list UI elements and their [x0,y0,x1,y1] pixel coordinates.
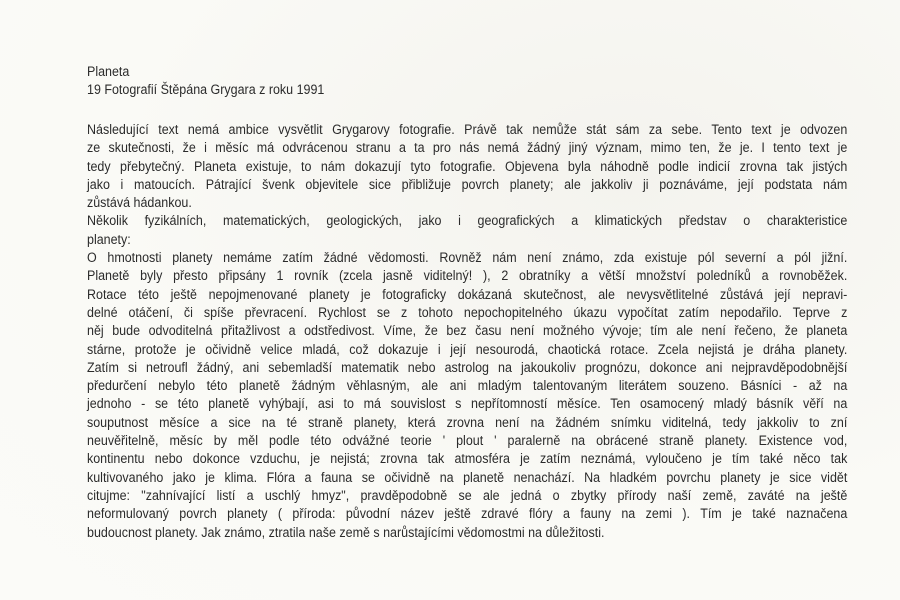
text-line: kultivovaného jako je klima. Flóra a fauna se očividně na planetě nenachází. Na hladkém povrchu planety je sice vidět [87,469,848,486]
text-line: Zatím si netroufl žádný, ani sebemladší matematik nebo astrolog na jakoukoliv prognózu, dokonce ani nejpravděpodobnější [87,359,848,376]
text-line: jako i matoucích. Pátrající švenk objevitele sice přibližuje povrch planety; ale jakkoliv ji poznáváme, její podstata nám [87,176,848,193]
document-header [87,63,847,100]
text-line: planety: [87,231,131,248]
document-subtitle: 19 Fotografií Štěpána Grygara z roku 1991 [87,82,325,99]
text-line: O hmotnosti planety nemáme zatím žádné vědomosti. Rovněž nám není známo, zda existuje pól severní a pól jižní. [87,250,848,267]
document-title: Planeta [87,64,130,80]
text-line: stárne, protože je očividně velice mladá, což dokazuje i její nesourodá, chaotická rotace. Zcela nejistá je dráha planety. [87,341,848,358]
text-line: delné otáčení, či spíše převracení. Rychlost se z tohoto nepochopitelného úkazu vypočítat zatím nepodařilo. Teprve z [87,304,848,321]
text-line: něj bude odvoditelná přitažlivost a odstředivost. Víme, že bez času není možného vývoje; tím ale není řečeno, že planeta [87,323,848,340]
text-line: Planetě byly přesto připsány 1 rovník (zcela jasně viditelný! ), 2 obratníky a větší množství poledníků a rovnoběžek. [87,268,848,285]
document-body [87,121,847,542]
text-line: neformulovaný povrch planety ( příroda: původní název ještě zdravé flóry a fauny na zemi ). Tím je také naznačena [87,506,848,523]
text-line: jednoho - se této planetě vyhýbají, asi to má souvislost s nepřítomností měsíce. Ten osamocený mladý básník věří na [87,396,848,413]
text-line: neuvěřitelně, měsíc by měl podle této odvážné teorie ' plout ' paralerně na obrácené straně planety. Existence vod, [87,433,848,450]
text-line: citujme: "zahnívající listí a uschlý hmyz", pravděpodobně se ale jedná o zbytky přírody naší země, zaváté na ještě [87,487,848,504]
text-line: souputnost měsíce a sice na té straně planety, která zrovna není na žádném snímku viditelná, tedy jakkoliv to zní [87,414,848,431]
text-line: Následující text nemá ambice vysvětlit Grygarovy fotografie. Právě tak nemůže stát sám za sebe. Tento text je odvozen [87,122,848,138]
text-line: Několik fyzikálních, matematických, geologických, jako i geografických a klimatických představ o charakteristice [87,213,848,230]
text-line: budoucnost planety. Jak známo, ztratila naše země s narůstajícími vědomostmi na důležitosti. [87,524,605,541]
text-line: kontinentu nebo dokonce vzduchu, je nejistá; zrovna tak atmosféra je zatím neznámá, vyloučeno je tím také něco tak [87,451,848,468]
text-line: tedy přebytečný. Planeta existuje, to nám dokazují tyto fotografie. Objevena byla náhodně podle indicií zrovna tak jistých [87,158,848,175]
text-line: Rotace této ještě nepojmenované planety je fotograficky dokázaná skutečnost, ale nevysvětlitelné zůstává její nepravi- [87,286,848,303]
text-line: ze skutečnosti, že i měsíc má odvrácenou stranu a ta pro nás nemá žádný jiný význam, mimo ten, že je. I tento text je [87,140,848,157]
text-line: zůstává hádankou. [87,195,192,212]
text-line: předurčení nebylo této planetě žádným věhlasným, ale ani mladým talentovaným literátem souzeno. Básníci - až na [87,378,848,395]
